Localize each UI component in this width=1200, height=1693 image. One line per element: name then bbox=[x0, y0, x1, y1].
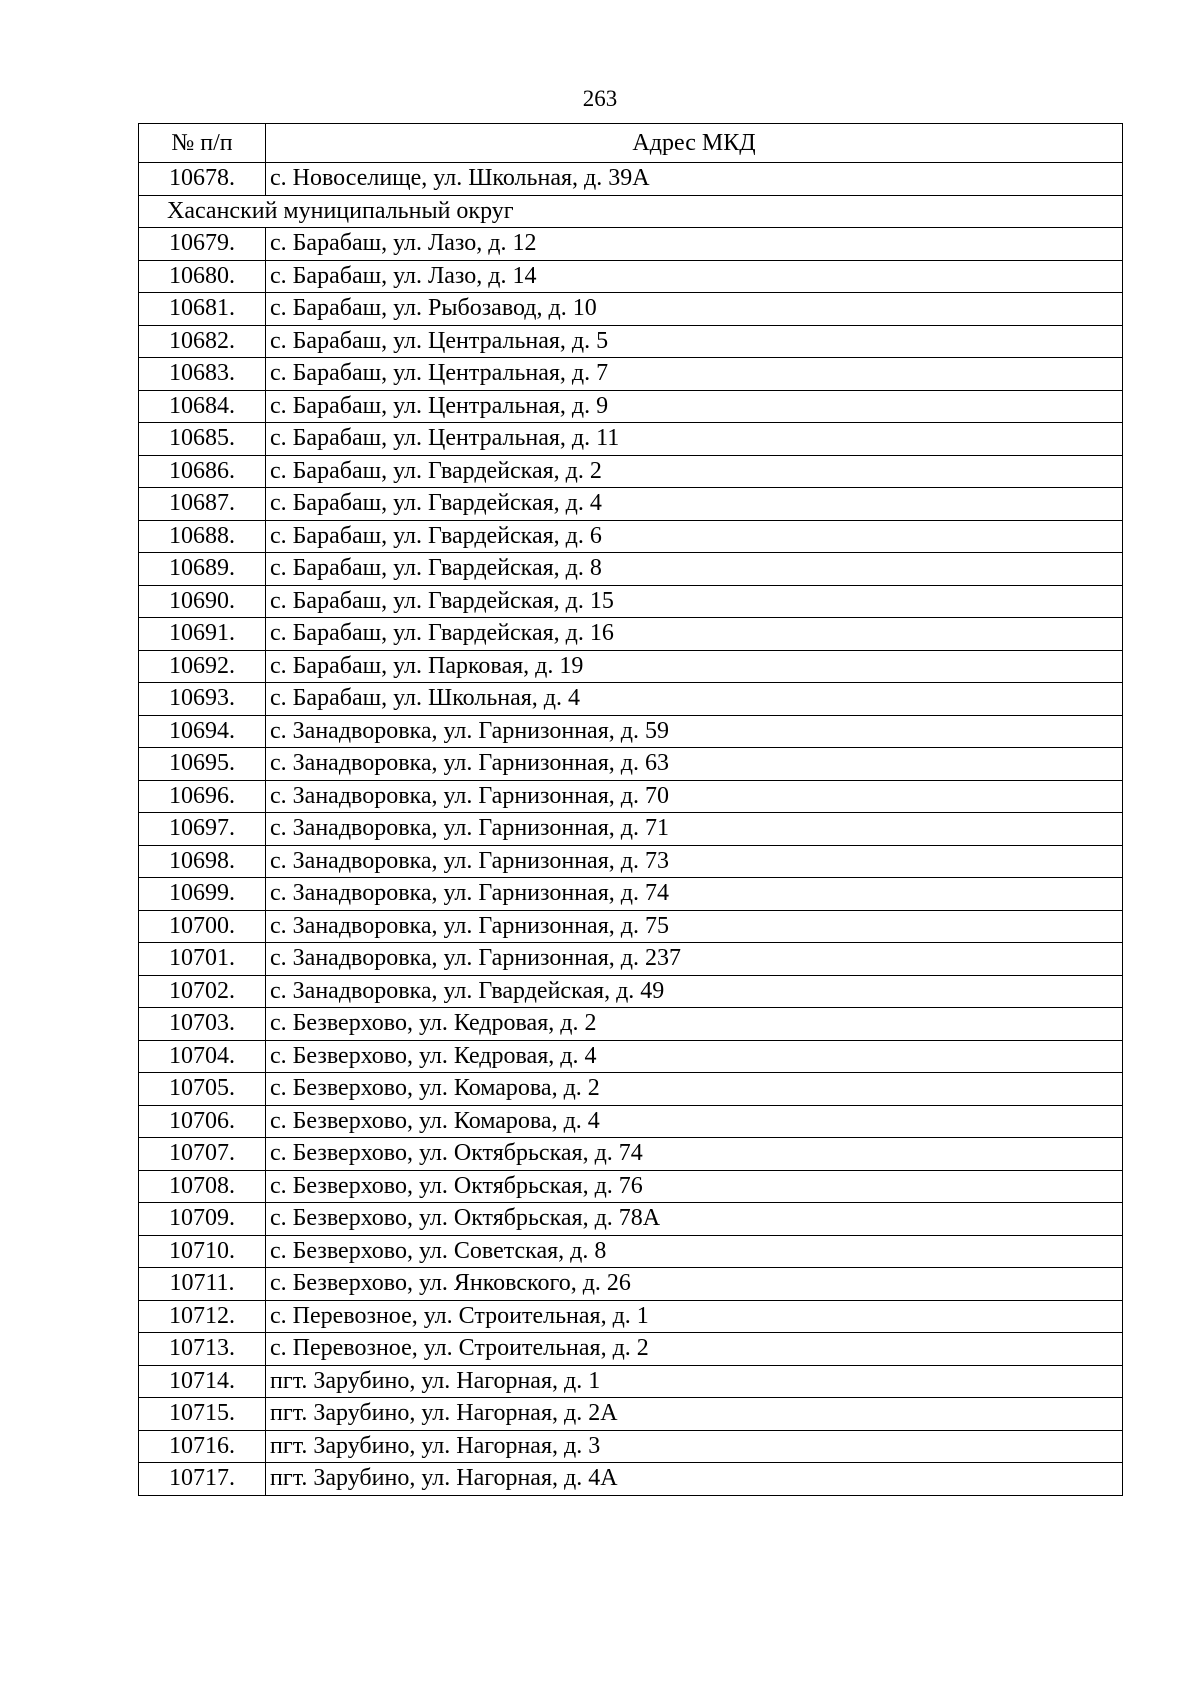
row-number: 10697. bbox=[139, 813, 266, 846]
row-address: с. Занадворовка, ул. Гарнизонная, д. 63 bbox=[266, 748, 1123, 781]
row-address: с. Безверхово, ул. Кедровая, д. 2 bbox=[266, 1008, 1123, 1041]
row-number: 10687. bbox=[139, 488, 266, 521]
table-row bbox=[139, 423, 1123, 456]
table-row bbox=[139, 910, 1123, 943]
table-row bbox=[139, 1203, 1123, 1236]
row-number: 10692. bbox=[139, 650, 266, 683]
row-address: с. Барабаш, ул. Центральная, д. 7 bbox=[266, 358, 1123, 391]
row-address: с. Занадворовка, ул. Гарнизонная, д. 71 bbox=[266, 813, 1123, 846]
table-row bbox=[139, 975, 1123, 1008]
row-address: пгт. Зарубино, ул. Нагорная, д. 4А bbox=[266, 1463, 1123, 1496]
table-row bbox=[139, 1300, 1123, 1333]
table-row bbox=[139, 1365, 1123, 1398]
row-number: 10705. bbox=[139, 1073, 266, 1106]
row-number: 10688. bbox=[139, 520, 266, 553]
row-number: 10680. bbox=[139, 260, 266, 293]
table-row bbox=[139, 1333, 1123, 1366]
row-address: пгт. Зарубино, ул. Нагорная, д. 2А bbox=[266, 1398, 1123, 1431]
row-number: 10678. bbox=[139, 163, 266, 196]
row-address: с. Занадворовка, ул. Гарнизонная, д. 59 bbox=[266, 715, 1123, 748]
table-row bbox=[139, 1170, 1123, 1203]
row-number: 10685. bbox=[139, 423, 266, 456]
section-row bbox=[139, 195, 1123, 228]
row-address: с. Занадворовка, ул. Гарнизонная, д. 75 bbox=[266, 910, 1123, 943]
table-row bbox=[139, 585, 1123, 618]
table-row bbox=[139, 878, 1123, 911]
row-address: с. Барабаш, ул. Центральная, д. 5 bbox=[266, 325, 1123, 358]
table-row bbox=[139, 520, 1123, 553]
row-number: 10704. bbox=[139, 1040, 266, 1073]
table-row bbox=[139, 715, 1123, 748]
row-number: 10710. bbox=[139, 1235, 266, 1268]
row-address: с. Безверхово, ул. Кедровая, д. 4 bbox=[266, 1040, 1123, 1073]
row-number: 10717. bbox=[139, 1463, 266, 1496]
row-address: с. Барабаш, ул. Гвардейская, д. 6 bbox=[266, 520, 1123, 553]
row-address: с. Барабаш, ул. Лазо, д. 14 bbox=[266, 260, 1123, 293]
row-number: 10699. bbox=[139, 878, 266, 911]
table-body bbox=[139, 163, 1123, 1496]
row-number: 10696. bbox=[139, 780, 266, 813]
row-address: с. Безверхово, ул. Октябрьская, д. 78А bbox=[266, 1203, 1123, 1236]
header-num: № п/п bbox=[139, 124, 266, 163]
table-row bbox=[139, 390, 1123, 423]
table-row bbox=[139, 488, 1123, 521]
row-address: с. Перевозное, ул. Строительная, д. 1 bbox=[266, 1300, 1123, 1333]
table-row bbox=[139, 943, 1123, 976]
table-row bbox=[139, 650, 1123, 683]
table-row bbox=[139, 228, 1123, 261]
row-number: 10700. bbox=[139, 910, 266, 943]
row-number: 10708. bbox=[139, 1170, 266, 1203]
table-row bbox=[139, 1040, 1123, 1073]
row-number: 10714. bbox=[139, 1365, 266, 1398]
row-address: с. Безверхово, ул. Янковского, д. 26 bbox=[266, 1268, 1123, 1301]
row-number: 10709. bbox=[139, 1203, 266, 1236]
row-number: 10711. bbox=[139, 1268, 266, 1301]
table-row bbox=[139, 163, 1123, 196]
row-number: 10679. bbox=[139, 228, 266, 261]
row-address: пгт. Зарубино, ул. Нагорная, д. 3 bbox=[266, 1430, 1123, 1463]
table-row bbox=[139, 1105, 1123, 1138]
row-number: 10681. bbox=[139, 293, 266, 326]
table-row bbox=[139, 1008, 1123, 1041]
row-address: с. Барабаш, ул. Гвардейская, д. 4 bbox=[266, 488, 1123, 521]
row-number: 10684. bbox=[139, 390, 266, 423]
row-number: 10682. bbox=[139, 325, 266, 358]
table-row bbox=[139, 1463, 1123, 1496]
row-number: 10694. bbox=[139, 715, 266, 748]
row-address: с. Безверхово, ул. Комарова, д. 2 bbox=[266, 1073, 1123, 1106]
table-row bbox=[139, 813, 1123, 846]
row-address: с. Барабаш, ул. Парковая, д. 19 bbox=[266, 650, 1123, 683]
row-address: с. Барабаш, ул. Гвардейская, д. 15 bbox=[266, 585, 1123, 618]
row-address: с. Перевозное, ул. Строительная, д. 2 bbox=[266, 1333, 1123, 1366]
table-row bbox=[139, 455, 1123, 488]
row-number: 10686. bbox=[139, 455, 266, 488]
row-address: с. Безверхово, ул. Октябрьская, д. 74 bbox=[266, 1138, 1123, 1171]
table-row bbox=[139, 325, 1123, 358]
row-address: с. Безверхово, ул. Советская, д. 8 bbox=[266, 1235, 1123, 1268]
table-row bbox=[139, 1235, 1123, 1268]
row-address: пгт. Зарубино, ул. Нагорная, д. 1 bbox=[266, 1365, 1123, 1398]
row-number: 10707. bbox=[139, 1138, 266, 1171]
row-number: 10712. bbox=[139, 1300, 266, 1333]
table-row bbox=[139, 1138, 1123, 1171]
row-number: 10706. bbox=[139, 1105, 266, 1138]
row-address: с. Барабаш, ул. Лазо, д. 12 bbox=[266, 228, 1123, 261]
table-row bbox=[139, 748, 1123, 781]
row-address: с. Барабаш, ул. Гвардейская, д. 2 bbox=[266, 455, 1123, 488]
section-title: Хасанский муниципальный округ bbox=[139, 195, 1123, 228]
table-row bbox=[139, 683, 1123, 716]
row-address: с. Безверхово, ул. Комарова, д. 4 bbox=[266, 1105, 1123, 1138]
row-number: 10693. bbox=[139, 683, 266, 716]
row-address: с. Барабаш, ул. Рыбозавод, д. 10 bbox=[266, 293, 1123, 326]
table-row bbox=[139, 780, 1123, 813]
row-number: 10690. bbox=[139, 585, 266, 618]
row-address: с. Барабаш, ул. Гвардейская, д. 16 bbox=[266, 618, 1123, 651]
table-row bbox=[139, 293, 1123, 326]
row-address: с. Занадворовка, ул. Гвардейская, д. 49 bbox=[266, 975, 1123, 1008]
row-address: с. Барабаш, ул. Центральная, д. 9 bbox=[266, 390, 1123, 423]
page-number: 263 bbox=[582, 86, 618, 111]
row-number: 10695. bbox=[139, 748, 266, 781]
row-address: с. Безверхово, ул. Октябрьская, д. 76 bbox=[266, 1170, 1123, 1203]
row-address: с. Занадворовка, ул. Гарнизонная, д. 74 bbox=[266, 878, 1123, 911]
table-row bbox=[139, 260, 1123, 293]
row-number: 10703. bbox=[139, 1008, 266, 1041]
row-address: с. Занадворовка, ул. Гарнизонная, д. 70 bbox=[266, 780, 1123, 813]
table-row bbox=[139, 845, 1123, 878]
table-row bbox=[139, 1398, 1123, 1431]
table-header-row bbox=[139, 124, 1123, 163]
table-row bbox=[139, 1073, 1123, 1106]
row-number: 10683. bbox=[139, 358, 266, 391]
row-number: 10713. bbox=[139, 1333, 266, 1366]
table-row bbox=[139, 358, 1123, 391]
table-row bbox=[139, 618, 1123, 651]
table-row bbox=[139, 1430, 1123, 1463]
table-row bbox=[139, 553, 1123, 586]
row-number: 10702. bbox=[139, 975, 266, 1008]
table-row bbox=[139, 1268, 1123, 1301]
row-number: 10715. bbox=[139, 1398, 266, 1431]
row-address: с. Барабаш, ул. Гвардейская, д. 8 bbox=[266, 553, 1123, 586]
row-number: 10691. bbox=[139, 618, 266, 651]
row-number: 10698. bbox=[139, 845, 266, 878]
row-number: 10716. bbox=[139, 1430, 266, 1463]
row-address: с. Новоселище, ул. Школьная, д. 39А bbox=[266, 163, 1123, 196]
row-address: с. Барабаш, ул. Школьная, д. 4 bbox=[266, 683, 1123, 716]
row-address: с. Занадворовка, ул. Гарнизонная, д. 73 bbox=[266, 845, 1123, 878]
row-address: с. Занадворовка, ул. Гарнизонная, д. 237 bbox=[266, 943, 1123, 976]
row-number: 10701. bbox=[139, 943, 266, 976]
row-address: с. Барабаш, ул. Центральная, д. 11 bbox=[266, 423, 1123, 456]
header-address: Адрес МКД bbox=[266, 124, 1123, 163]
row-number: 10689. bbox=[139, 553, 266, 586]
mkd-address-table bbox=[138, 123, 1123, 1496]
